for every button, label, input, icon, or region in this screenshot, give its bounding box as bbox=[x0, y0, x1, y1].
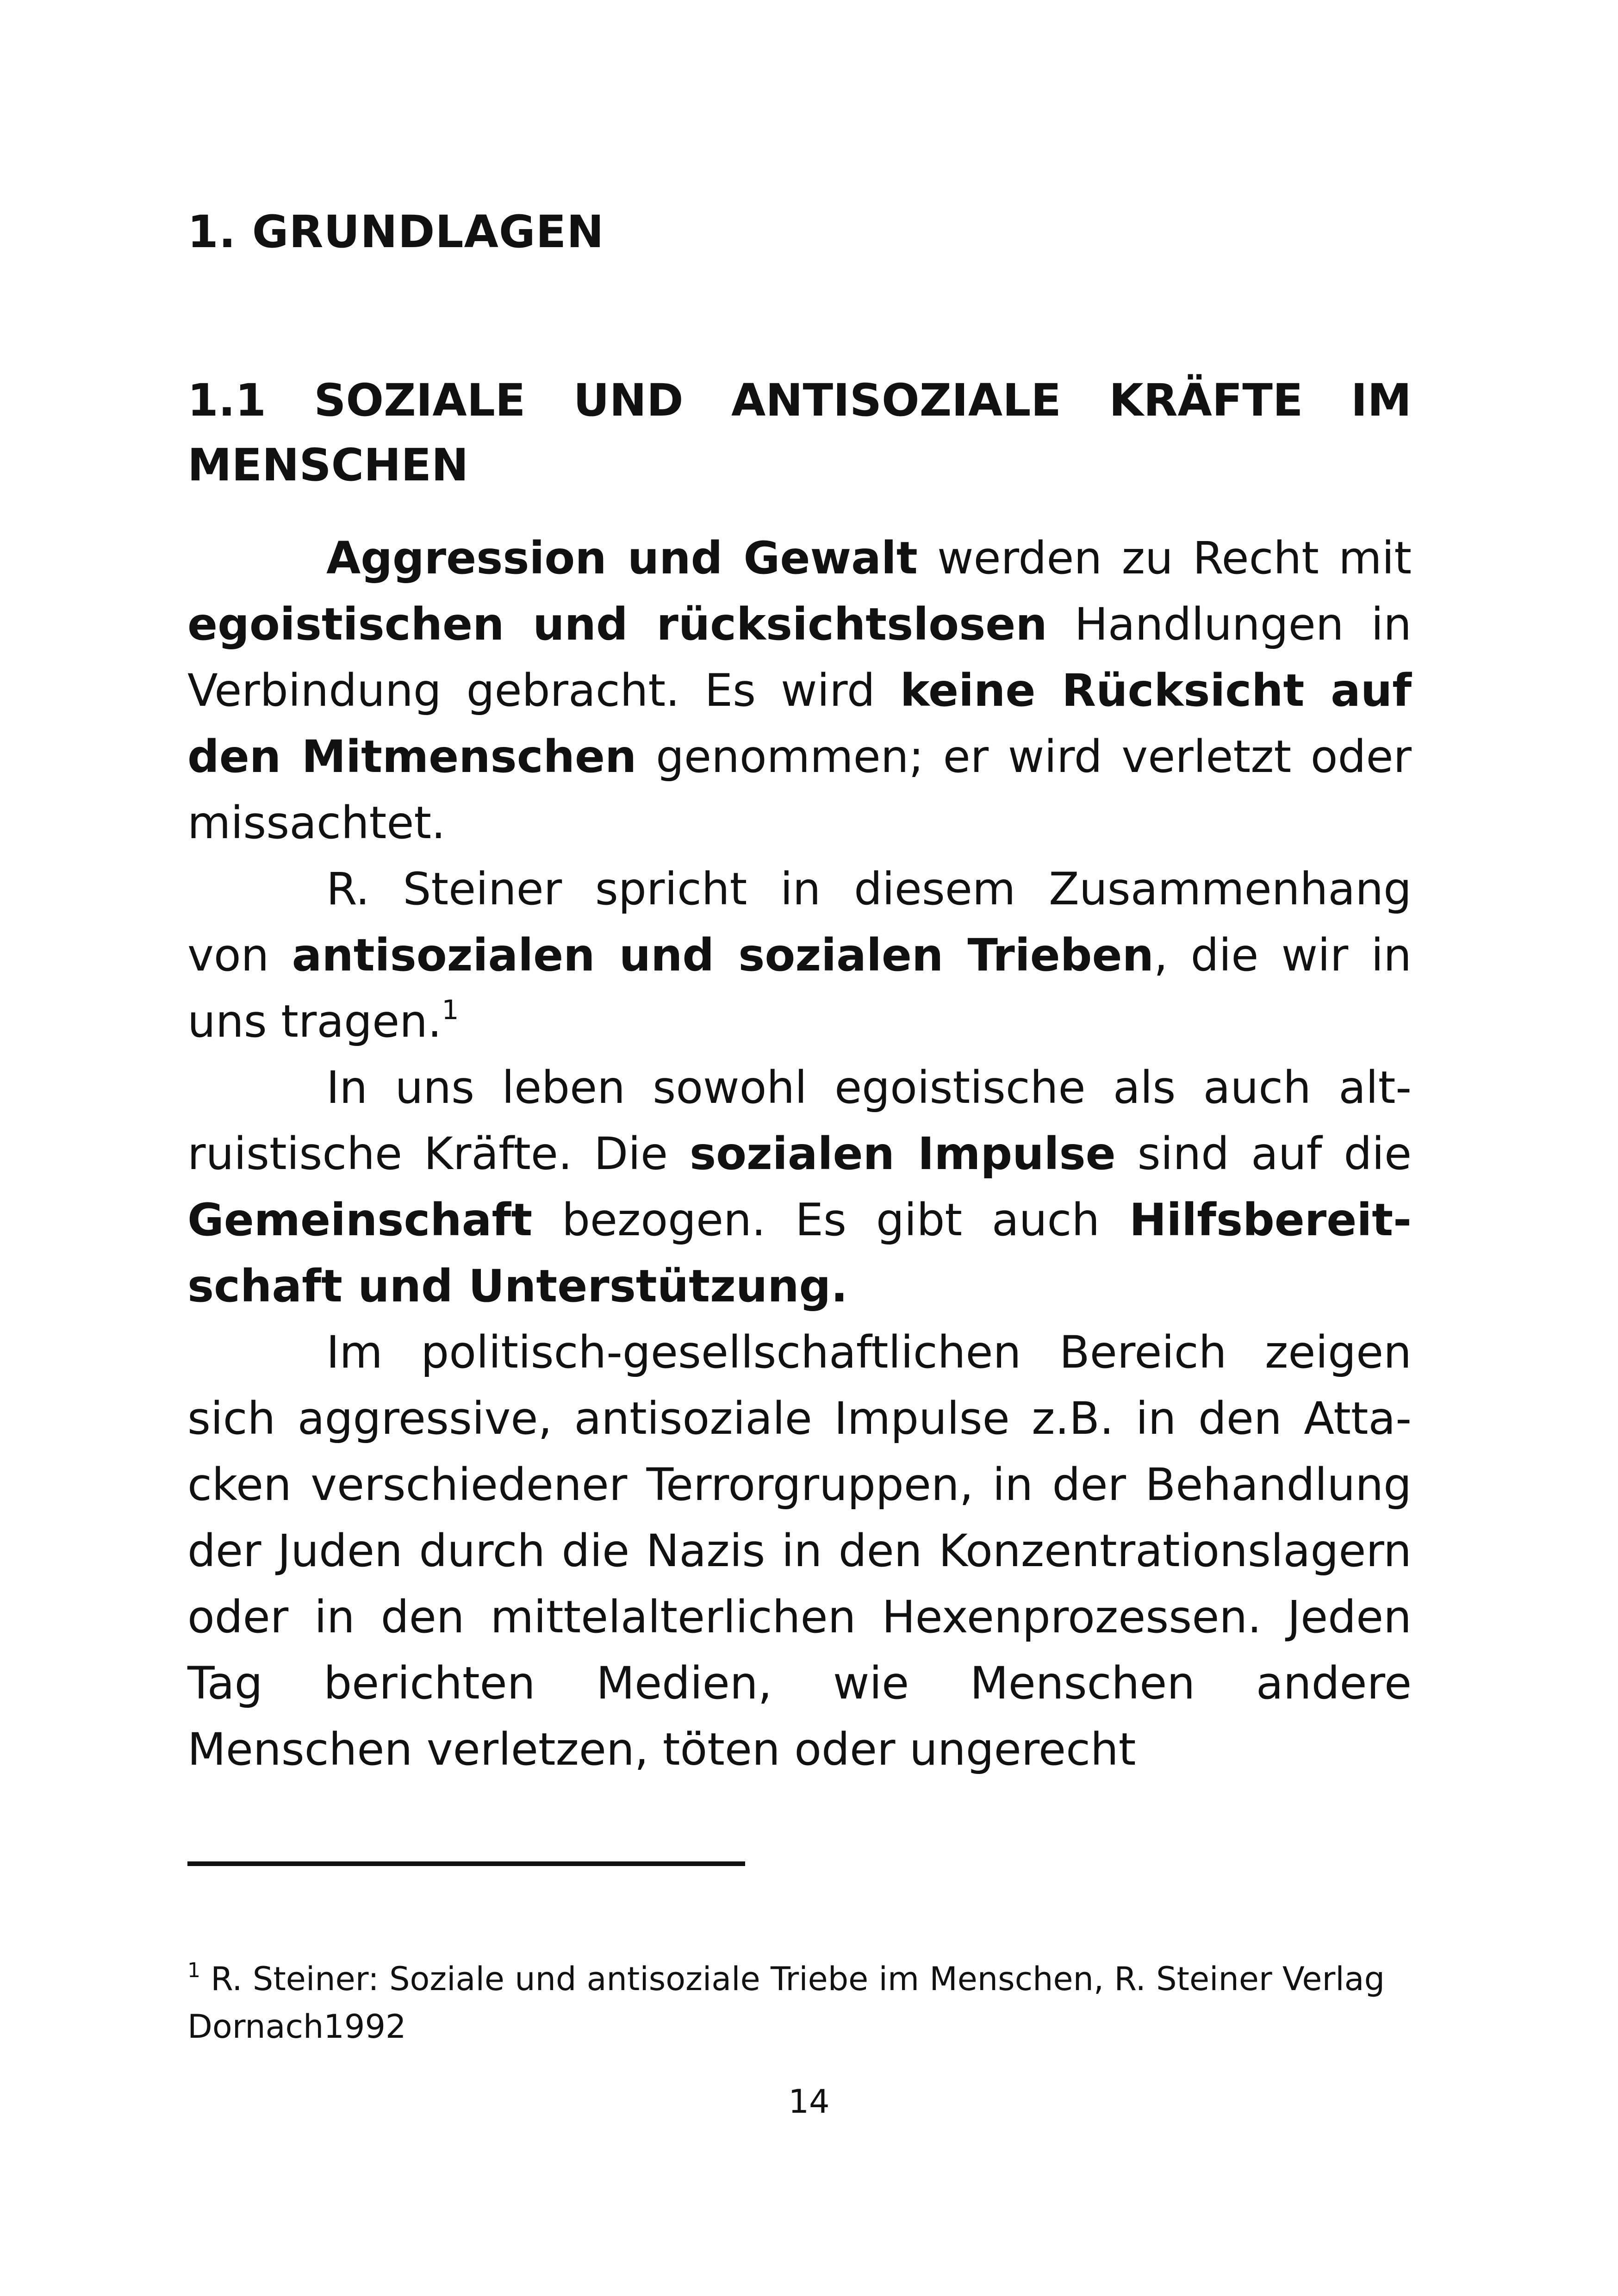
section-word: SOZIALE bbox=[314, 374, 526, 426]
text-run: , die wir in uns tragen. bbox=[187, 929, 1412, 1047]
footnote-reference: 1 bbox=[442, 994, 459, 1026]
text-run: R. Steiner spricht in diesem Zusammenhang von bbox=[187, 863, 1412, 981]
footnote-text: R. Steiner: Soziale und antisoziale Triebe im Menschen, R. Steiner Verlag Dornach1992 bbox=[187, 1960, 1385, 2046]
text-run: genommen; er wird verletzt oder missachtet. bbox=[187, 731, 1412, 849]
bold-phrase: Aggression und Gewalt bbox=[326, 532, 918, 584]
section-number: 1.1 bbox=[187, 374, 267, 426]
section-title-line-1 bbox=[187, 368, 1412, 433]
bold-phrase: Hilfsbereitschaft und Unterstützung. bbox=[187, 1194, 1412, 1312]
paragraph-2 bbox=[187, 856, 1412, 1055]
section-title bbox=[187, 368, 1412, 498]
footnote-marker: 1 bbox=[187, 1959, 200, 1982]
text-run: sind auf die bbox=[1115, 1128, 1412, 1180]
paragraph-4 bbox=[187, 1319, 1412, 1783]
text-run: Im politisch-gesellschaftlichen Bereich zeigen sich aggressive, antisoziale Impulse z.B. in den Attacken verschiedener Terrorgruppen, in der Behandlung der Juden durch die Nazis in den Konzentrationslagern oder in den mittelalterlichen Hexenprozessen. Jeden Tag berichten Medien, wie Menschen andere Menschen verletzen, töten oder ungerecht bbox=[187, 1326, 1412, 1775]
page-number: 14 bbox=[788, 2083, 830, 2121]
section-word: ANTISOZIALE bbox=[731, 374, 1061, 426]
bold-phrase: egoistischen und rücksichtslosen bbox=[187, 598, 1047, 650]
chapter-title: 1. GRUNDLAGEN bbox=[187, 206, 604, 258]
section-word: UND bbox=[573, 374, 684, 426]
bold-phrase: Gemeinschaft bbox=[187, 1194, 533, 1246]
footnote-separator bbox=[187, 1861, 745, 1866]
section-title-line-2: MENSCHEN bbox=[187, 439, 469, 491]
section-word: IM bbox=[1350, 374, 1412, 426]
section-word: KRÄFTE bbox=[1109, 374, 1303, 426]
bold-phrase: sozialen Impulse bbox=[689, 1128, 1116, 1180]
text-run: bezogen. Es gibt auch bbox=[532, 1194, 1130, 1246]
paragraph-3 bbox=[187, 1055, 1412, 1319]
text-run: In uns leben sowohl egoistische als auch altruistische Kräfte. Die bbox=[187, 1062, 1412, 1180]
bold-phrase: keine Rücksicht auf den Mitmenschen bbox=[187, 665, 1412, 783]
footnote bbox=[187, 1955, 1414, 2051]
paragraph-1 bbox=[187, 525, 1412, 856]
bold-phrase: antisozialen und sozialen Trieben bbox=[292, 929, 1154, 981]
text-run: Handlungen in Verbindung gebracht. Es wird bbox=[187, 598, 1412, 716]
text-run: werden zu Recht mit bbox=[917, 532, 1412, 584]
body-text bbox=[187, 525, 1412, 1783]
